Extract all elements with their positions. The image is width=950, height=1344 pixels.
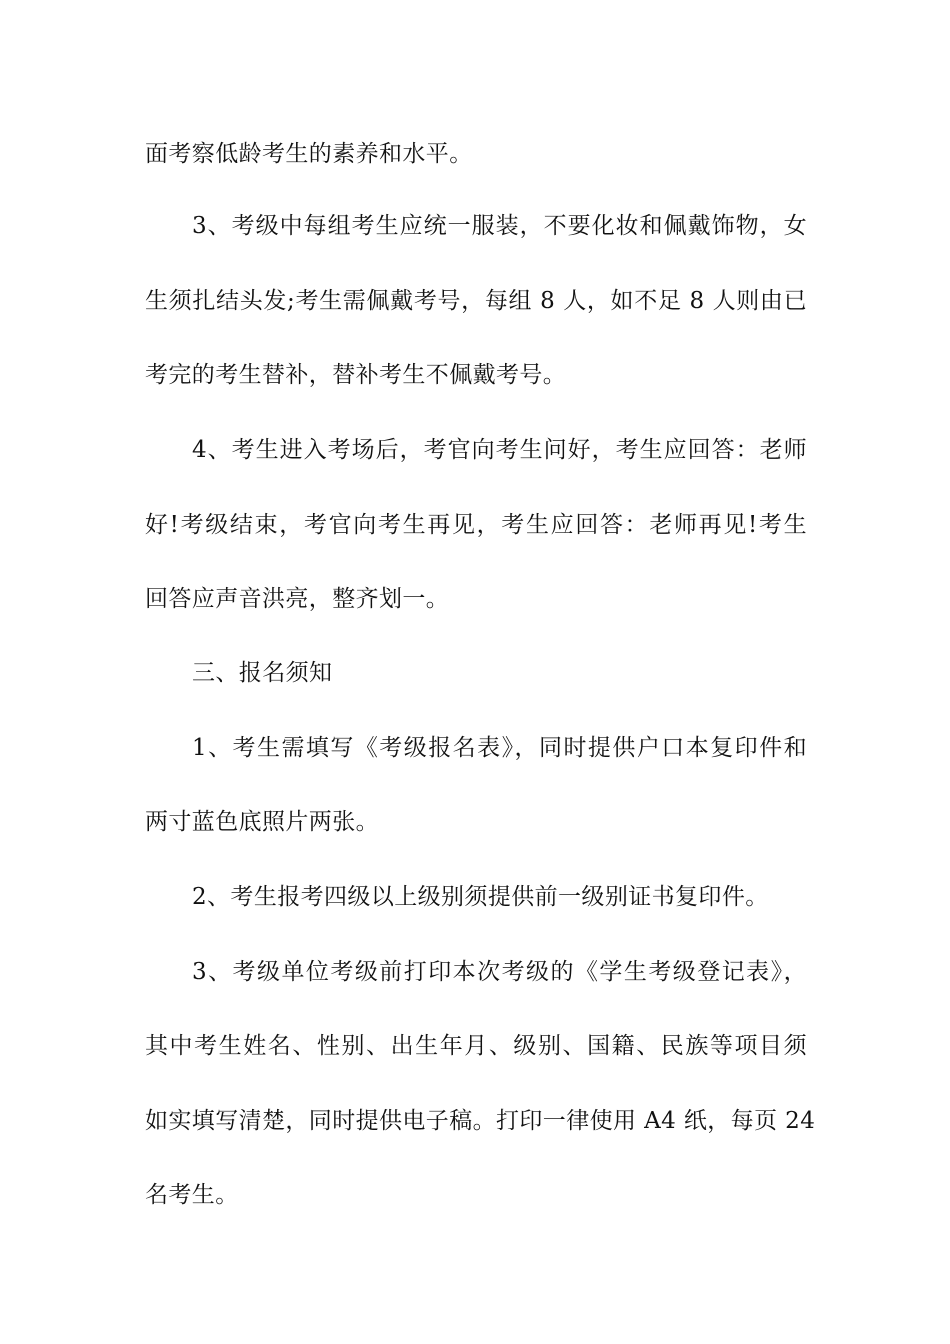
text-line: 其中考生姓名、性别、出生年月、级别、国籍、民族等项目须 xyxy=(145,1033,807,1059)
text-line: 两寸蓝色底照片两张。 xyxy=(145,809,379,835)
text-line: 3、考级中每组考生应统一服装，不要化妆和佩戴饰物，女 xyxy=(192,213,807,239)
text-line: 好!考级结束，考官向考生再见，考生应回答：老师再见!考生 xyxy=(145,512,807,538)
text-line: 1、考生需填写《考级报名表》，同时提供户口本复印件和 xyxy=(192,735,807,761)
text-line: 面考察低龄考生的素养和水平。 xyxy=(145,141,473,167)
section-heading: 三、报名须知 xyxy=(192,660,333,686)
text-line: 4、考生进入考场后，考官向考生问好，考生应回答：老师 xyxy=(192,437,807,463)
text-line: 考完的考生替补，替补考生不佩戴考号。 xyxy=(145,362,567,388)
text-line: 如实填写清楚，同时提供电子稿。打印一律使用 A4 纸，每页 24 xyxy=(145,1108,816,1134)
text-line: 回答应声音洪亮，整齐划一。 xyxy=(145,586,450,612)
text-line: 名考生。 xyxy=(145,1182,239,1208)
text-line: 2、考生报考四级以上级别须提供前一级别证书复印件。 xyxy=(192,884,769,910)
text-line: 生须扎结头发;考生需佩戴考号，每组 8 人，如不足 8 人则由已 xyxy=(145,288,807,314)
text-line: 3、考级单位考级前打印本次考级的《学生考级登记表》， xyxy=(192,959,807,985)
